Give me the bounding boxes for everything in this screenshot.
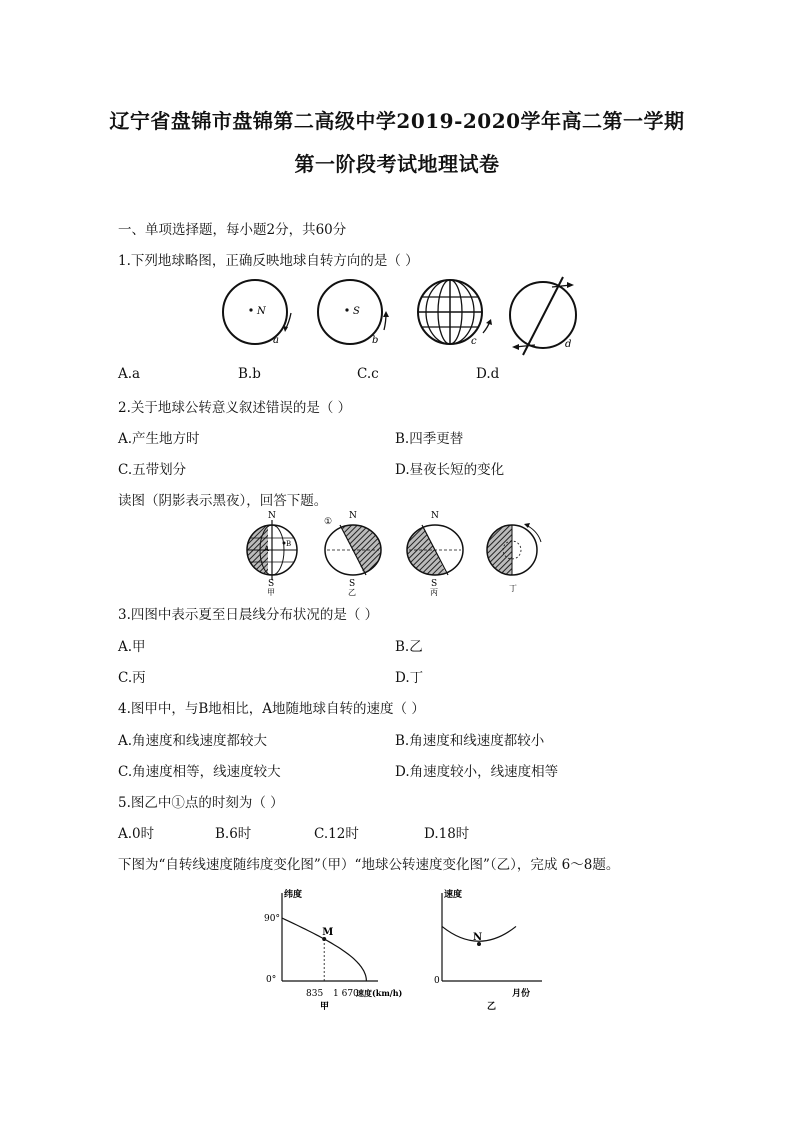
q1-figure-c <box>418 280 492 347</box>
figure-ding <box>483 518 541 593</box>
speed-charts <box>258 885 548 1015</box>
jia-label-N: N <box>268 511 276 521</box>
label-S: S <box>353 306 360 317</box>
q2-option-a: A.产生地方时 <box>118 431 200 447</box>
jia-label-B: B <box>286 540 292 548</box>
jia-ytick-0: 0° <box>266 975 277 985</box>
label-d: d <box>565 339 572 350</box>
q1-stem: 1.下列地球略图，正确反映地球自转方向的是（ ） <box>118 253 419 269</box>
q3-stem: 3.四图中表示夏至日晨线分布状况的是（ ） <box>118 607 379 623</box>
q1-option-d: D.d <box>476 366 500 382</box>
jia-point-M-label: M <box>322 927 334 938</box>
yi-label-S: S <box>349 579 356 589</box>
q5-stem: 5.图乙中①点的时刻为（ ） <box>118 795 284 811</box>
figure-bing <box>398 511 463 596</box>
jia-ylabel: 纬度 <box>284 890 303 900</box>
q1-figure-a <box>223 280 291 346</box>
figure-jia <box>238 511 297 596</box>
q2-stem: 2.关于地球公转意义叙述错误的是（ ） <box>118 400 352 416</box>
section-header: 一、单项选择题，每小题2分，共60分 <box>118 222 347 238</box>
doc-title-line2: 第一阶段考试地理试卷 <box>294 152 500 176</box>
q6-8-intro: 下图为“自转线速度随纬度变化图”（甲）“地球公转速度变化图”（乙），完成 6～8题。 <box>118 857 620 873</box>
label-N: N <box>257 306 266 317</box>
q3-option-c: C.丙 <box>118 670 146 686</box>
q2-option-d: D.昼夜长短的变化 <box>395 462 505 478</box>
q1-earth-figures <box>205 275 590 360</box>
yi-xlabel: 月份 <box>512 989 531 999</box>
q1-option-b: B.b <box>238 366 261 382</box>
jia-label-A: A <box>264 545 270 553</box>
q5-option-b: B.6时 <box>215 826 252 842</box>
q1-option-a: A.a <box>118 366 141 382</box>
label-a: a <box>273 335 279 346</box>
q3-option-d: D.丁 <box>395 670 424 686</box>
bing-caption: 丙 <box>430 588 438 596</box>
label-c: c <box>471 336 477 347</box>
label-b: b <box>372 335 379 346</box>
q1-option-c: C.c <box>357 366 379 382</box>
q2-option-b: B.四季更替 <box>395 431 464 447</box>
q5-option-d: D.18时 <box>424 826 470 842</box>
read-figure-instruction: 读图（阴影表示黑夜），回答下题。 <box>118 493 328 509</box>
q1-figure-b <box>318 280 389 346</box>
jia-caption: 甲 <box>267 588 275 596</box>
jia-xtick-835: 835 <box>306 989 324 999</box>
yi-label-N: N <box>349 511 357 521</box>
q4-option-a: A.角速度和线速度都较大 <box>118 733 268 749</box>
q4-stem: 4.图甲中，与B地相比，A地随地球自转的速度（ ） <box>118 701 425 717</box>
q4-option-b: B.角速度和线速度都较小 <box>395 733 545 749</box>
q1-figure-d <box>510 277 576 355</box>
yi-ytick-0: 0 <box>434 976 440 986</box>
q4-option-c: C.角速度相等，线速度较大 <box>118 764 281 780</box>
yi-label-1: ① <box>324 517 333 527</box>
q3-option-a: A.甲 <box>118 639 146 655</box>
q5-option-a: A.0时 <box>118 826 155 842</box>
q3-option-b: B.乙 <box>395 639 423 655</box>
jia-caption: 甲 <box>320 1002 330 1012</box>
yi-caption: 乙 <box>487 1002 497 1012</box>
q4-option-d: D.角速度较小，线速度相等 <box>395 764 559 780</box>
daynight-figures <box>238 508 563 596</box>
chart-yi <box>434 888 542 1012</box>
yi-point-N-label: N <box>473 932 483 944</box>
figure-yi <box>324 511 388 596</box>
yi-ylabel: 速度 <box>444 890 463 900</box>
doc-title-line1: 辽宁省盘锦市盘锦第二高级中学2019-2020学年高二第一学期 <box>109 109 685 133</box>
bing-label-N: N <box>431 511 439 521</box>
jia-label-S: S <box>268 579 275 589</box>
jia-xlabel: 速度(km/h) <box>356 988 403 998</box>
q5-option-c: C.12时 <box>314 826 359 842</box>
jia-xtick-1670: 1 670 <box>333 989 359 999</box>
ding-caption: 丁 <box>509 584 517 593</box>
bing-label-S: S <box>431 579 438 589</box>
yi-caption: 乙 <box>348 588 356 596</box>
chart-jia <box>264 888 403 1012</box>
q2-option-c: C.五带划分 <box>118 462 187 478</box>
jia-ytick-90: 90° <box>264 914 280 924</box>
